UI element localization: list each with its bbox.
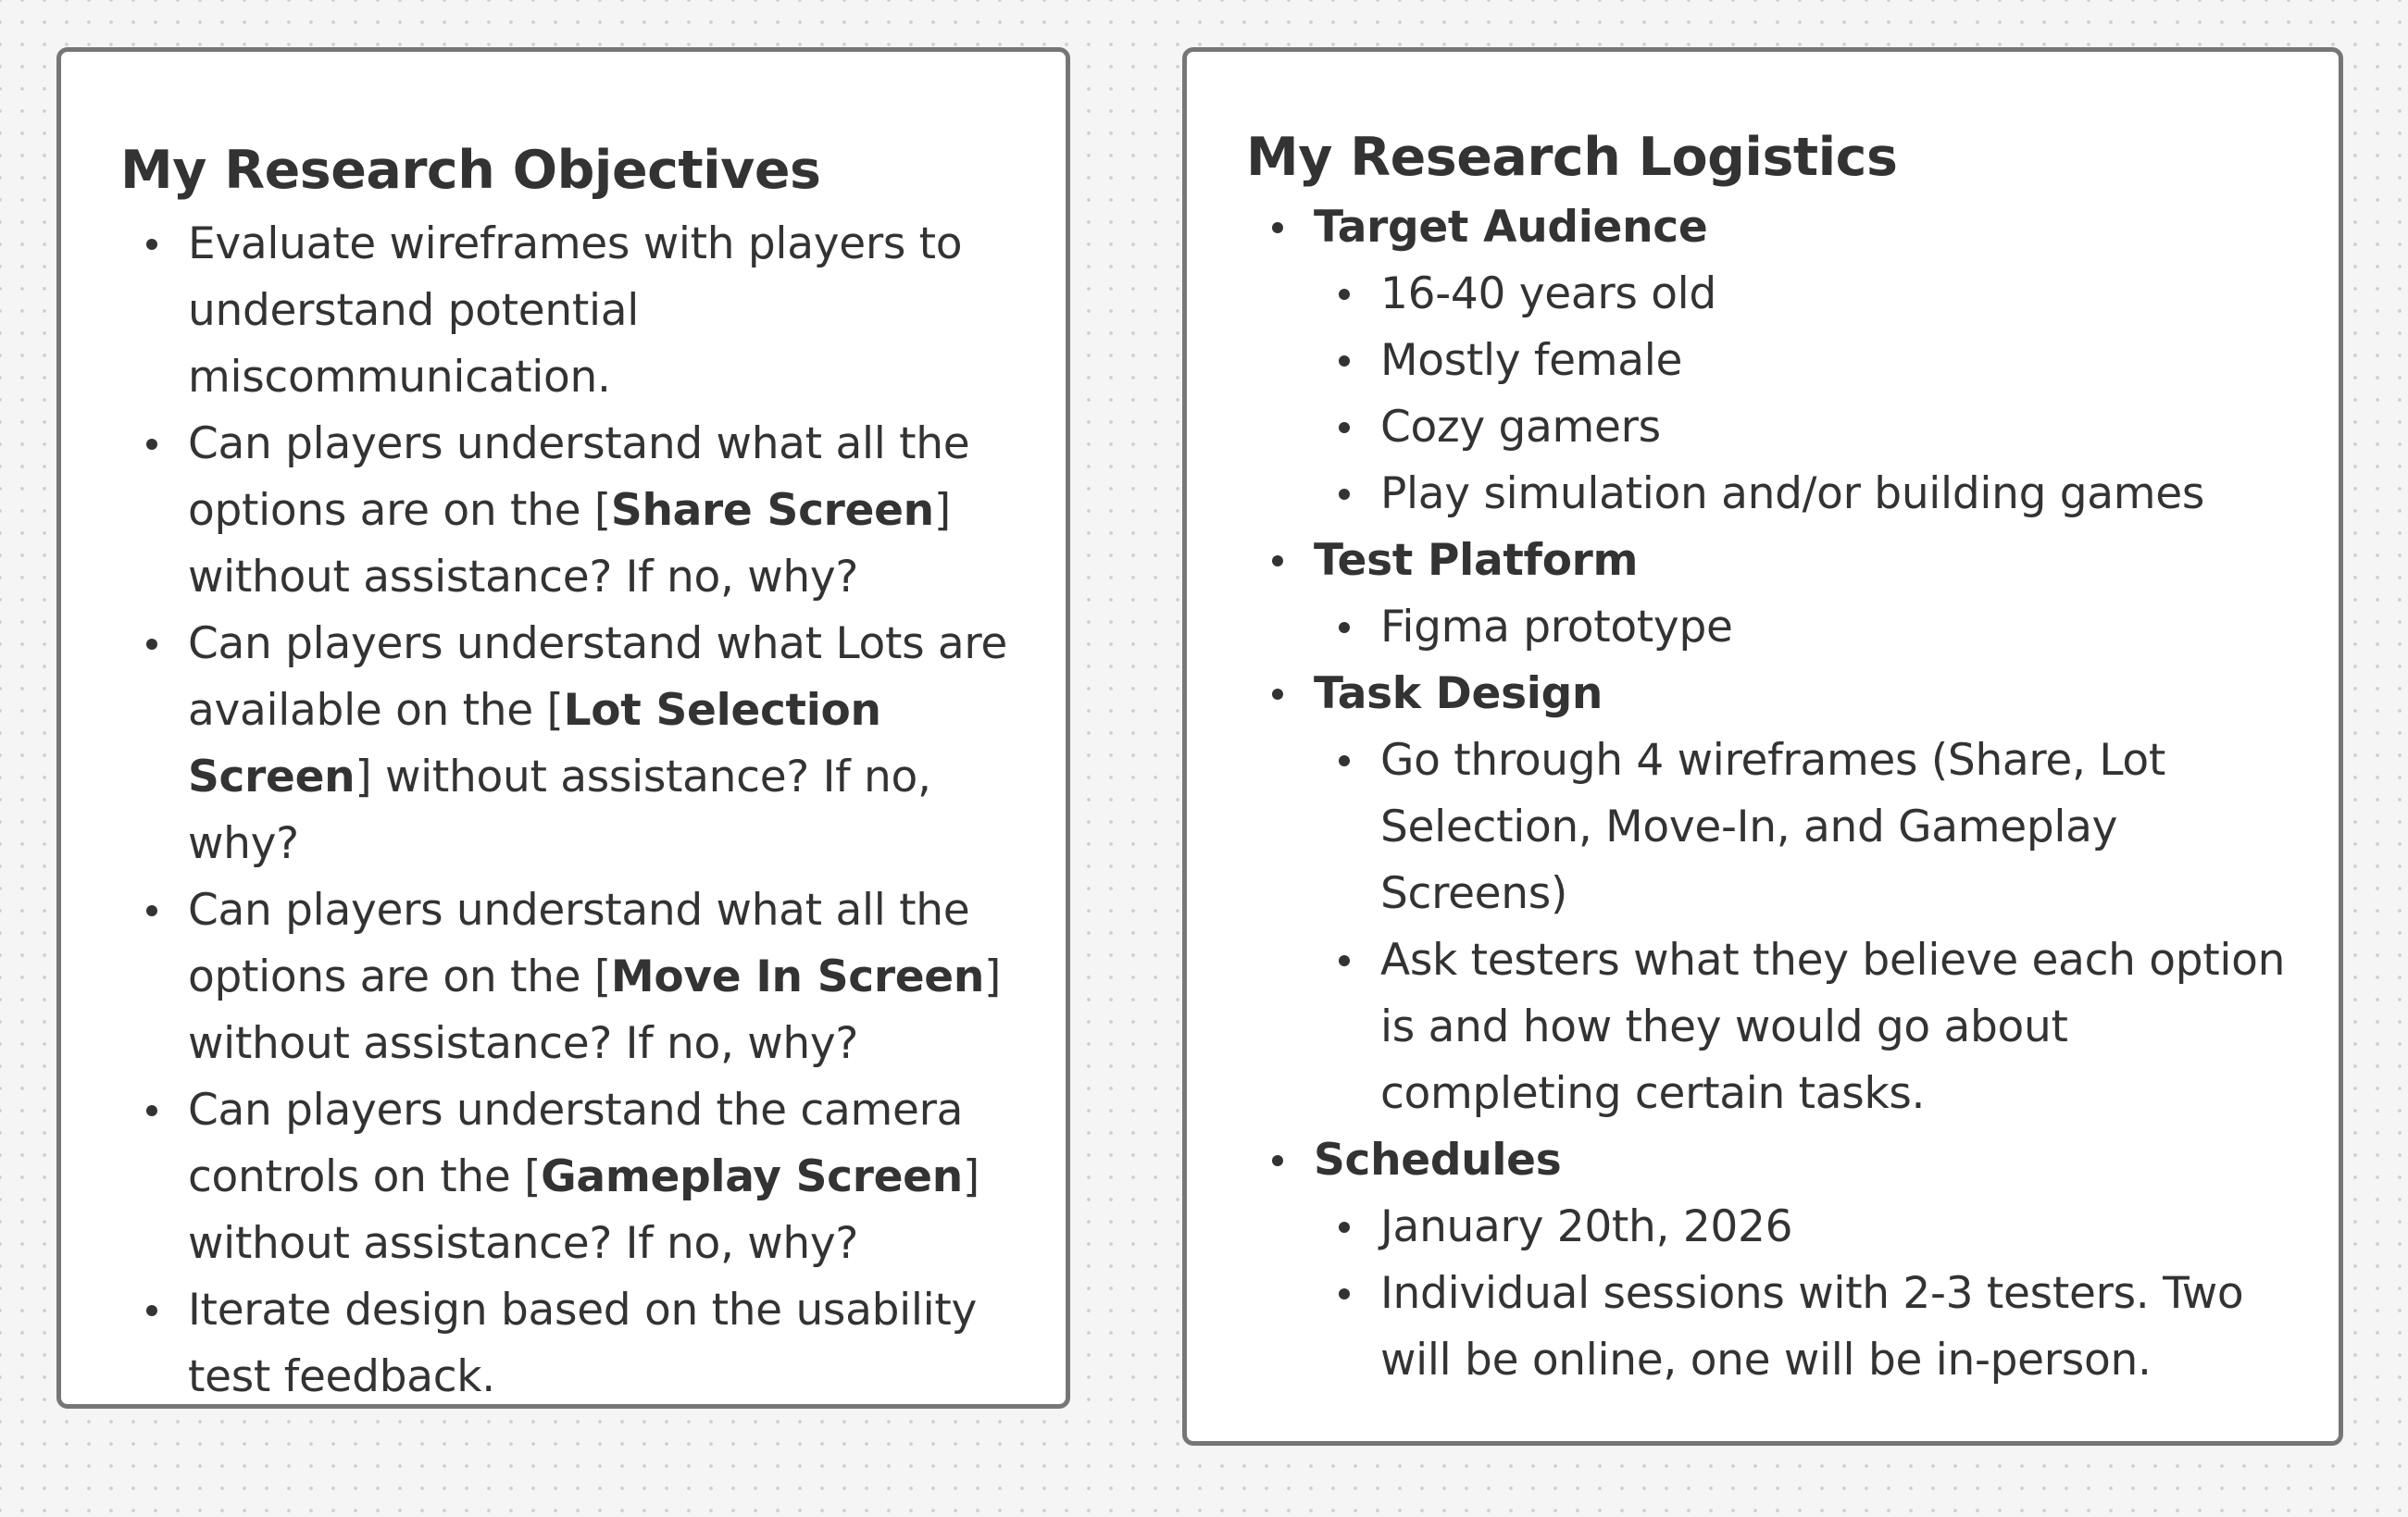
list-item: Go through 4 wireframes (Share, Lot Selection, Move-In, and Gameplay Screens) — [1380, 727, 2302, 927]
objective-text: Can players understand what Lots are available on the [ — [188, 618, 1008, 736]
objectives-title: My Research Objectives — [120, 140, 821, 201]
objective-text: Iterate design based on the usability test feedback. — [188, 1285, 978, 1402]
objective-text: Evaluate wireframes with players to understand potential miscommunication. — [188, 218, 963, 403]
section-items — [1380, 261, 2302, 528]
objectives-list — [188, 207, 1021, 1411]
logistics-list — [1314, 194, 2302, 1394]
list-item: Ask testers what they believe each option is and how they would go about completing certain tasks. — [1380, 927, 2302, 1127]
section-heading: Schedules — [1314, 1135, 1562, 1186]
list-item: 16-40 years old — [1380, 261, 2302, 328]
objective-item — [188, 1277, 1021, 1411]
objective-item — [188, 877, 1021, 1077]
objective-screen-name: Share Screen — [610, 485, 934, 536]
objective-item — [188, 211, 1021, 411]
objective-screen-name: Gameplay Screen — [541, 1151, 963, 1202]
section-heading: Test Platform — [1314, 535, 1639, 586]
logistics-section-task-design — [1314, 661, 2302, 1127]
section-items — [1380, 727, 2302, 1127]
logistics-section-test-platform — [1314, 528, 2302, 661]
list-item: January 20th, 2026 — [1380, 1194, 2302, 1261]
objective-screen-name: Move In Screen — [610, 951, 985, 1002]
logistics-title: My Research Logistics — [1246, 127, 1898, 188]
objective-text-end: ] without assistance? If no, why? — [188, 752, 931, 869]
objective-text: Can players understand the camera controls on the [ — [188, 1085, 964, 1202]
objective-text: Can players understand what all the options are on the [ — [188, 885, 970, 1002]
research-objectives-card[interactable] — [56, 47, 1070, 1409]
objective-text: Can players understand what all the options are on the [ — [188, 418, 970, 536]
objective-text-end: ] without assistance? If no, why? — [188, 951, 1002, 1069]
list-item: Individual sessions with 2-3 testers. Two will be online, one will be in-person. — [1380, 1261, 2302, 1394]
logistics-section-target-audience — [1314, 194, 2302, 528]
list-item: Cozy gamers — [1380, 394, 2302, 461]
logistics-section-schedules — [1314, 1127, 2302, 1394]
list-item: Figma prototype — [1380, 594, 2302, 661]
objective-screen-name: Lot Selection Screen — [188, 685, 881, 802]
objective-item — [188, 411, 1021, 611]
section-items — [1380, 594, 2302, 661]
objective-item — [188, 611, 1021, 877]
section-heading: Task Design — [1314, 668, 1603, 719]
section-items — [1380, 1194, 2302, 1394]
section-heading: Target Audience — [1314, 202, 1708, 253]
list-item: Play simulation and/or building games — [1380, 461, 2302, 528]
research-logistics-card[interactable] — [1182, 47, 2343, 1446]
objective-item — [188, 1077, 1021, 1277]
list-item: Mostly female — [1380, 328, 2302, 394]
objective-text-end: ] without assistance? If no, why? — [188, 485, 951, 603]
objective-text-end: ] without assistance? If no, why? — [188, 1151, 979, 1269]
